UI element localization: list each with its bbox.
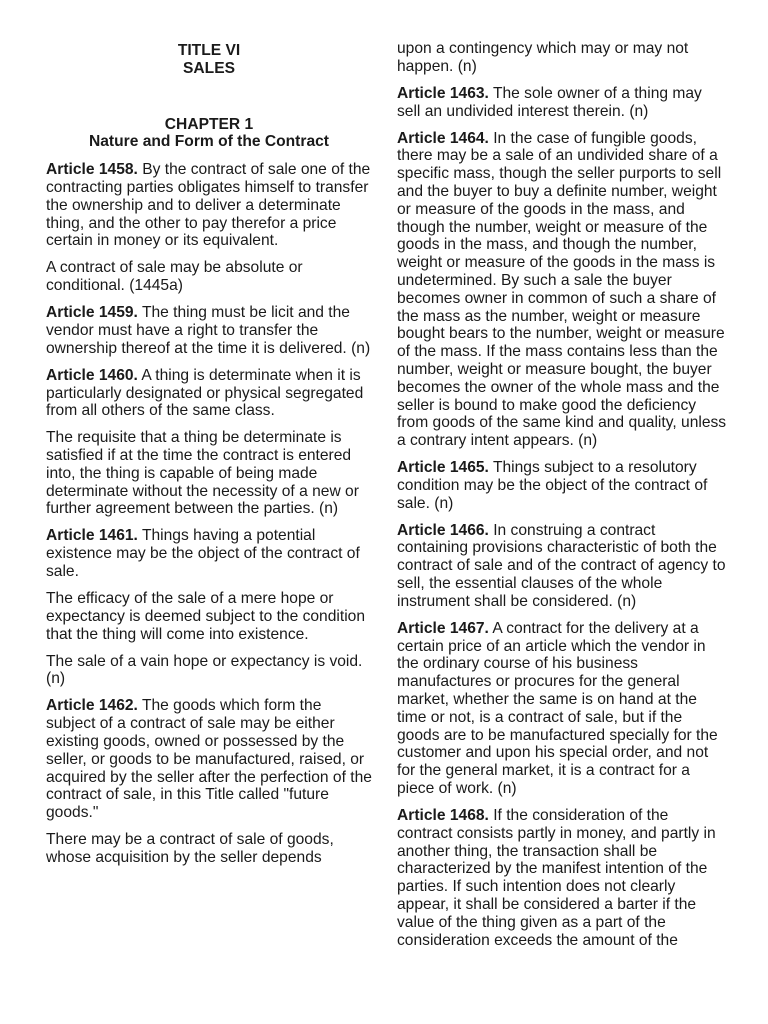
- article-label: Article 1461.: [46, 527, 138, 545]
- title-name: SALES: [183, 59, 235, 77]
- article-label: Article 1465.: [397, 459, 489, 477]
- paragraph-text: The requisite that a thing be determinate is satisfied if at the time the contract is entered into, the thing is capable of being made determinate without the necessity of a new or further agreement between the parties. (n): [46, 429, 359, 518]
- article-label: Article 1458.: [46, 161, 138, 179]
- paragraph: [397, 40, 727, 76]
- article-paragraph: [397, 807, 727, 949]
- chapter-heading: [46, 116, 372, 152]
- article-paragraph: [397, 130, 727, 450]
- paragraph-text: The sole owner of a thing may sell an undivided interest therein. (n): [397, 84, 702, 120]
- paragraph-text: By the contract of sale one of the contracting parties obligates himself to transfer the ownership and to deliver a determinate thing, and the other to pay therefor a price certain in money or its equivalent.: [46, 161, 371, 250]
- paragraph-text: If the consideration of the contract consists partly in money, and partly in another thing, the transaction shall be characterized by the manifest intention of the parties. If such intention does not clearly appear, it shall be considered a barter if the value of the thing given as a part of the consideration exceeds the amount of the: [397, 807, 716, 949]
- left-column: [46, 40, 372, 876]
- article-label: Article 1460.: [46, 366, 138, 384]
- paragraph-text: A contract for the delivery at a certain price of an article which the vendor in the ordinary course of his business manufactures or procures for the general market, whether the same is on hand at the time or not, is a contract of sale, but if the goods are to be manufactured specially for the customer and upon his special order, and not for the general market, it is a contract for a piece of work. (n): [397, 619, 718, 798]
- article-paragraph: [46, 161, 372, 250]
- article-label: Article 1466.: [397, 521, 489, 539]
- chapter-number: CHAPTER 1: [164, 115, 254, 133]
- article-label: Article 1459.: [46, 304, 138, 322]
- article-paragraph: [46, 367, 372, 420]
- left-column-paragraphs: [46, 161, 372, 867]
- paragraph-text: upon a contingency which may or may not happen. (n): [397, 40, 689, 75]
- paragraph-text: The sale of a vain hope or expectancy is void. (n): [46, 652, 363, 688]
- article-label: Article 1464.: [397, 129, 489, 147]
- right-column: [397, 40, 727, 959]
- title-number: TITLE VI: [177, 42, 241, 59]
- title-heading: [46, 42, 372, 78]
- paragraph: [46, 429, 372, 518]
- article-label: Article 1467.: [397, 619, 489, 637]
- article-paragraph: [397, 522, 727, 611]
- paragraph-text: The efficacy of the sale of a mere hope or expectancy is deemed subject to the condition that the thing will come into existence.: [46, 590, 366, 643]
- article-paragraph: [397, 85, 727, 121]
- paragraph-text: Things subject to a resolutory condition may be the object of the contract of sale. (n): [397, 459, 708, 512]
- paragraph-text: In the case of fungible goods, there may be a sale of an undivided share of a specific mass, though the seller purports to sell and the buyer to buy a definite number, weight or measure of the goods in the mass, and though the number, weight or measure of the goods in the mass, and though the number, weight or measure of the goods in the mass is undetermined. By such a sale the buyer becomes owner in common of such a share of the mass as the number, weight or measure bought bears to the number, weight or measure of the mass. If the mass contains less than the number, weight or measure bought, the buyer becomes the owner of the whole mass and the seller is bound to make good the deficiency from goods of the same kind and quality, unless a contrary intent appears. (n): [397, 129, 727, 450]
- article-paragraph: [397, 459, 727, 512]
- article-paragraph: [46, 304, 372, 357]
- paragraph: [46, 831, 372, 867]
- article-label: Article 1468.: [397, 807, 489, 824]
- paragraph-text: Things having a potential existence may be the object of the contract of sale.: [46, 527, 360, 581]
- article-paragraph: [46, 527, 372, 580]
- paragraph-text: A thing is determinate when it is particularly designated or physical segregated from all others of the same class.: [46, 366, 364, 420]
- right-column-paragraphs: [397, 40, 727, 949]
- paragraph: [46, 590, 372, 643]
- article-paragraph: [46, 697, 372, 822]
- paragraph-text: The thing must be licit and the vendor must have a right to transfer the ownership thereof at the time it is delivered. (n): [46, 304, 371, 357]
- paragraph-text: A contract of sale may be absolute or conditional. (1445a): [46, 259, 303, 295]
- chapter-title: Nature and Form of the Contract: [89, 133, 329, 151]
- article-paragraph: [397, 620, 727, 798]
- paragraph: [46, 653, 372, 689]
- paragraph-text: In construing a contract containing provisions characteristic of both the contract of sale and of the contract of agency to sell, the essential clauses of the whole instrument shall be considered. (n): [397, 521, 726, 610]
- paragraph-text: The goods which form the subject of a contract of sale may be either existing goods, owned or possessed by the seller, or goods to be manufactured, raised, or acquired by the seller after the perfection of the contract of sale, in this Title called "future goods.": [46, 697, 372, 822]
- paragraph: [46, 259, 372, 295]
- article-label: Article 1463.: [397, 84, 489, 102]
- paragraph-text: There may be a contract of sale of goods, whose acquisition by the seller depends: [46, 831, 334, 866]
- article-label: Article 1462.: [46, 697, 138, 715]
